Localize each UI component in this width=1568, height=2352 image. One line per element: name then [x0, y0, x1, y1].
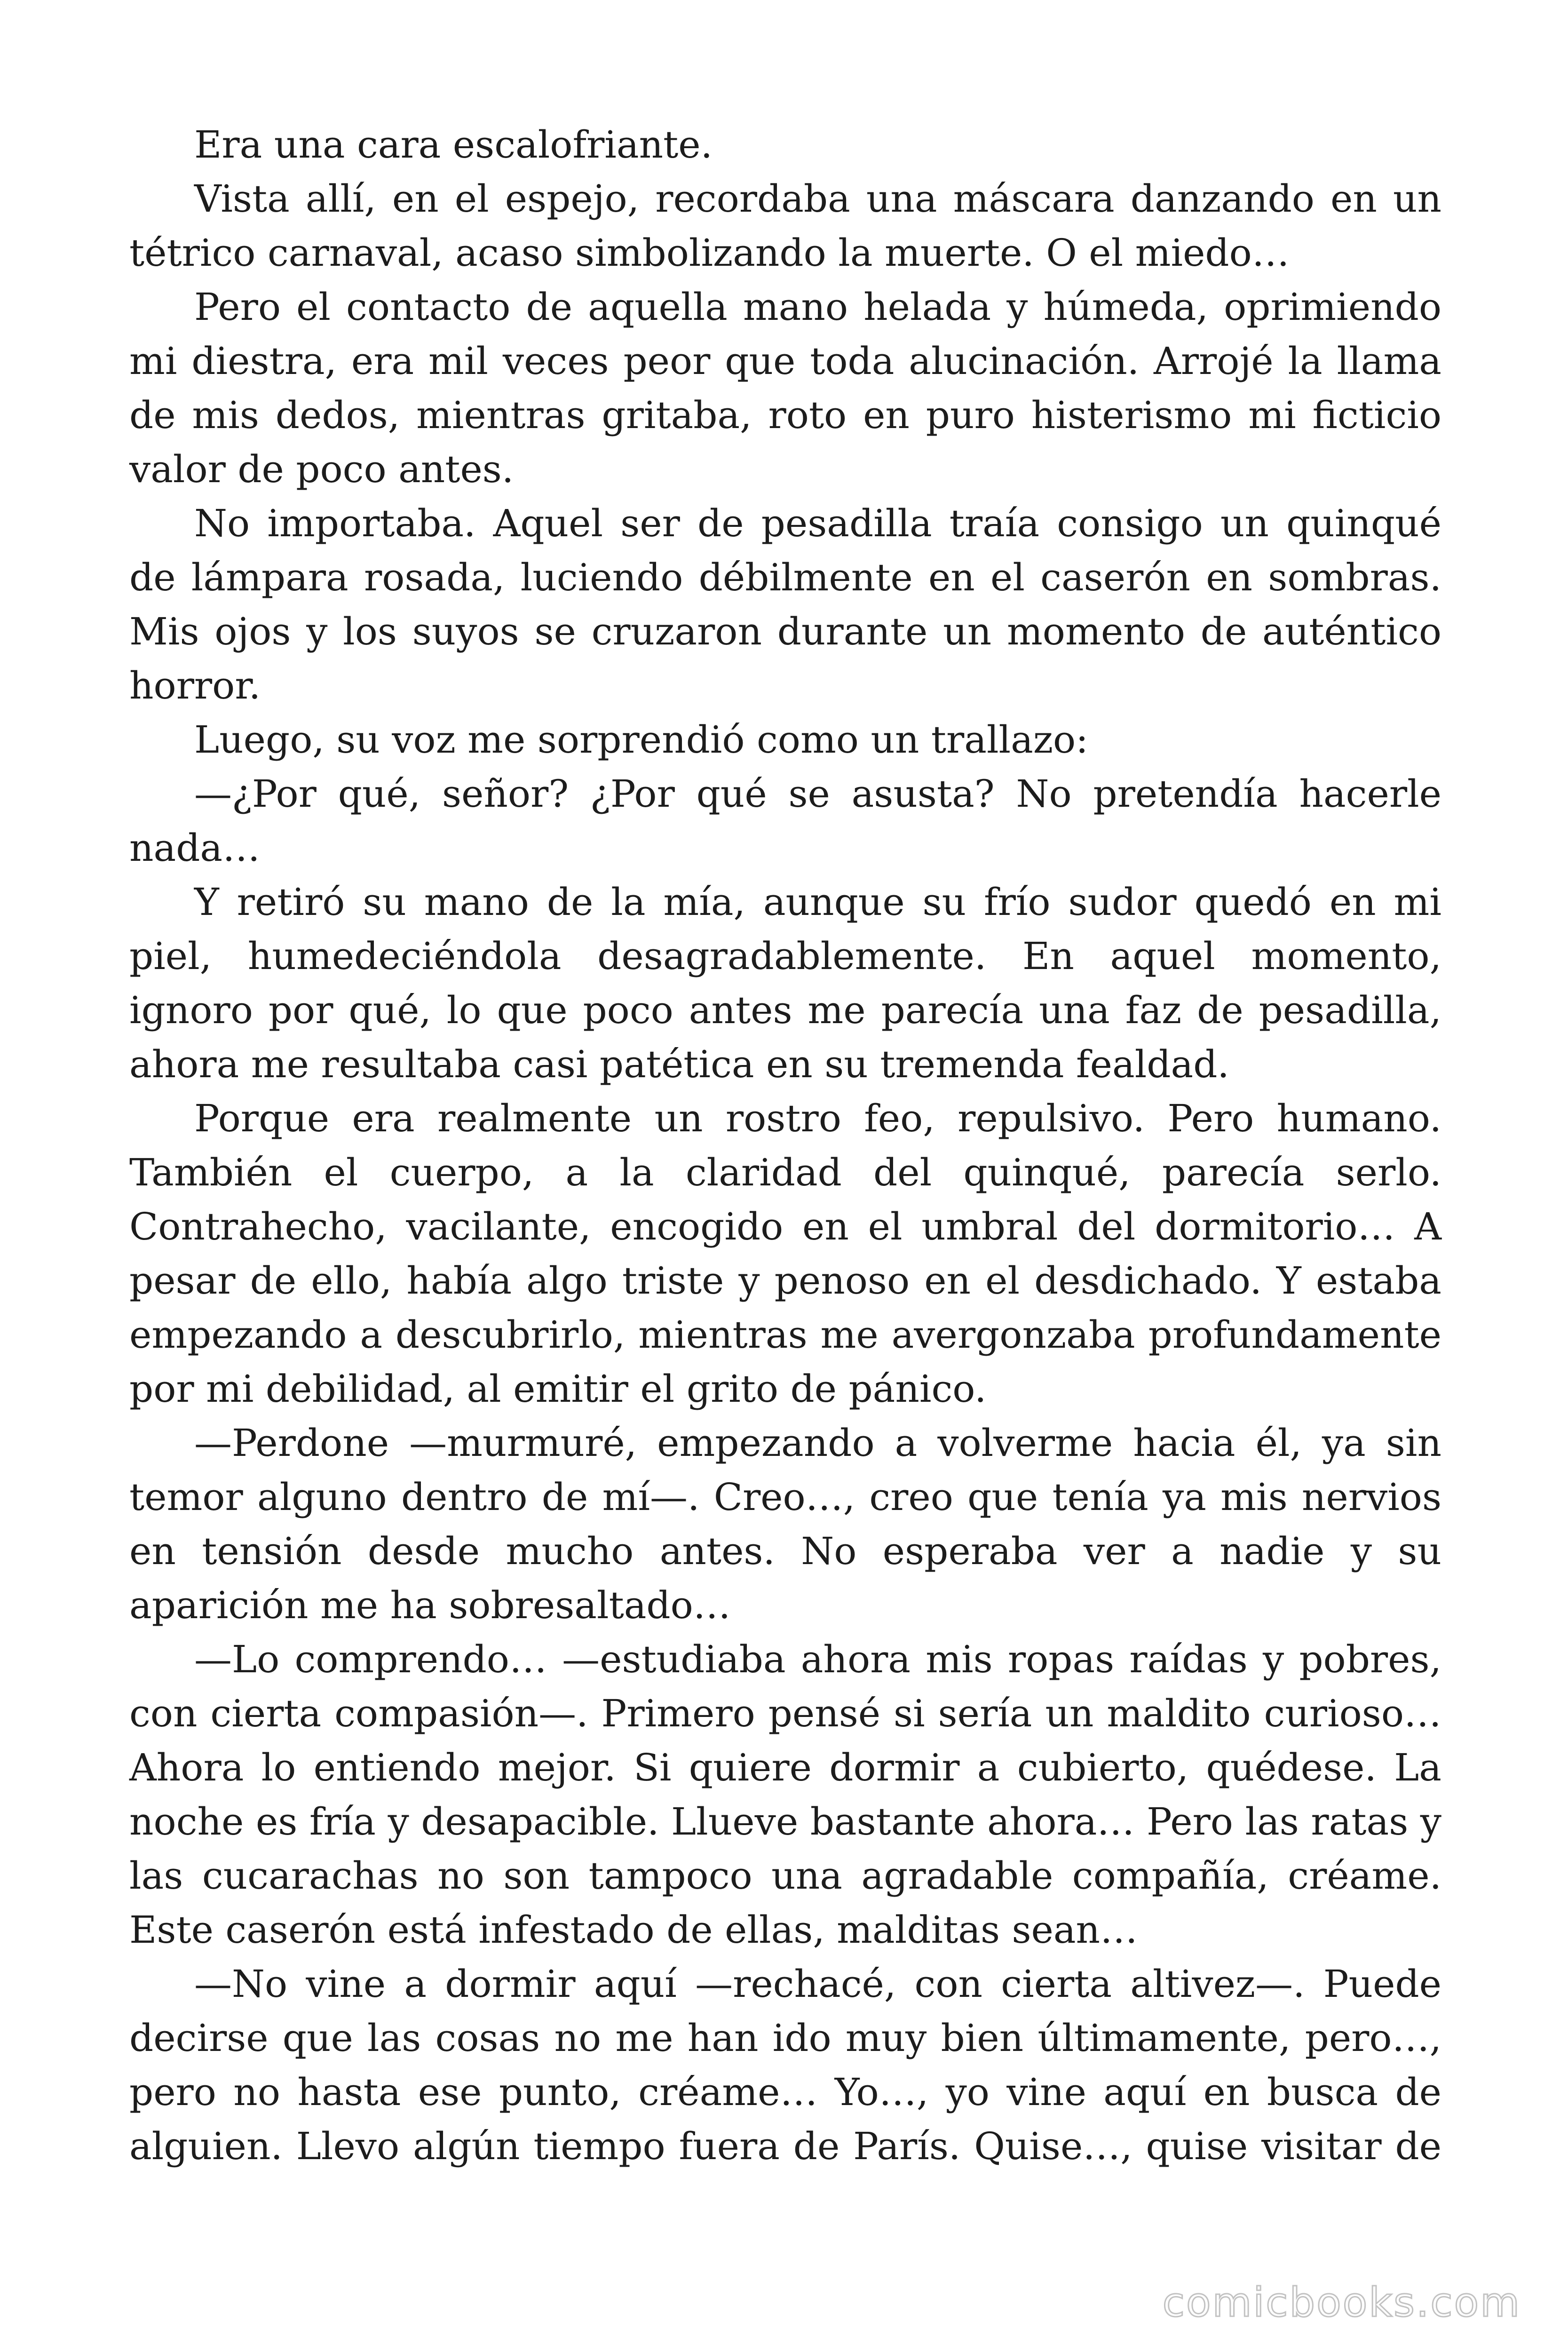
- paragraph: Pero el contacto de aquella mano helada y húmeda, oprimiendo mi diestra, era mil veces peor que toda alucinación. Arrojé la llama de mis dedos, mientras gritaba, roto en puro histerismo mi ficticio valor de poco antes.: [129, 285, 1441, 491]
- paragraph: —Perdone —murmuré, empezando a volverme hacia él, ya sin temor alguno dentro de mí—. Creo…, creo que tenía ya mis nervios en tensión desde mucho antes. No esperaba ver a nadie y su aparición me ha sobresaltado…: [129, 1421, 1441, 1627]
- paragraph: Luego, su voz me sorprendió como un trallazo:: [194, 718, 1089, 762]
- paragraph: Porque era realmente un rostro feo, repulsivo. Pero humano. También el cuerpo, a la claridad del quinqué, parecía serlo. Contrahecho, vacilante, encogido en el umbral del dormitorio… A pesar de ello, había algo triste y penoso en el desdichado. Y estaba empezando a descubrirlo, mientras me avergonzaba profundamente por mi debilidad, al emitir el grito de pánico.: [129, 1097, 1441, 1411]
- paragraph: —No vine a dormir aquí —rechacé, con cierta altivez—. Puede decirse que las cosas no me han ido muy bien últimamente, pero…, pero no hasta ese punto, créame… Yo…, yo vine aquí en busca de alguien. Llevo algún tiempo fuera de París. Quise…, quise visitar de: [129, 1962, 1441, 2168]
- paragraph: —¿Por qué, señor? ¿Por qué se asusta? No pretendía hacerle nada…: [129, 772, 1441, 870]
- paragraph: Y retiró su mano de la mía, aunque su frío sudor quedó en mi piel, humedeciéndola desagradablemente. En aquel momento, ignoro por qué, lo que poco antes me parecía una faz de pesadilla, ahora me resultaba casi patética en su tremenda fealdad.: [129, 880, 1441, 1086]
- paragraph: Vista allí, en el espejo, recordaba una máscara danzando en un tétrico carnaval, acaso simbolizando la muerte. O el miedo…: [129, 177, 1441, 275]
- paragraph: Era una cara escalofriante.: [194, 123, 713, 167]
- paragraph: —Lo comprendo… —estudiaba ahora mis ropas raídas y pobres, con cierta compasión—. Primero pensé si sería un maldito curioso… Ahora lo entiendo mejor. Si quiere dormir a cubierto, quédese. La noche es fría y desapacible. Llueve bastante ahora… Pero las ratas y las cucarachas no son tampoco una agradable compañía, créame. Este caserón está infestado de ellas, malditas sean…: [129, 1637, 1441, 1952]
- body-text: [129, 118, 1441, 2173]
- paragraph: No importaba. Aquel ser de pesadilla traía consigo un quinqué de lámpara rosada, luciendo débilmente en el caserón en sombras. Mis ojos y los suyos se cruzaron durante un momento de auténtico horror.: [129, 501, 1441, 707]
- watermark: comicbooks.com: [1162, 2279, 1521, 2326]
